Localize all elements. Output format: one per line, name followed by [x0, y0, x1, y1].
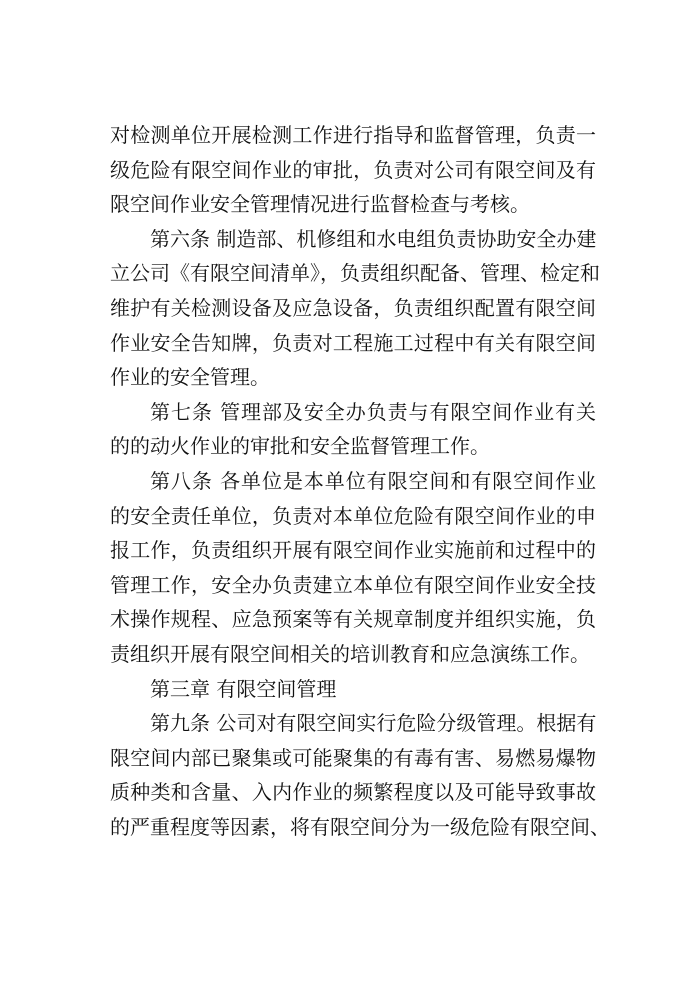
text-line: 立公司《有限空间清单》，负责组织配备、管理、检定和 [110, 261, 600, 286]
text-line: 质种类和含量、入内作业的频繁程度以及可能导致事故 [110, 780, 596, 805]
text-line: 管理工作，安全办负责建立本单位有限空间作业安全技 [110, 572, 596, 597]
paragraph-article-7 [110, 395, 596, 464]
paragraph-article-6 [110, 222, 600, 395]
text-line: 术操作规程、应急预案等有关规章制度并组织实施，负 [110, 607, 596, 632]
text-line: 作业的安全管理。 [110, 365, 270, 390]
text-line: 对检测单位开展检测工作进行指导和监督管理，负责一 [110, 123, 596, 147]
document-body [110, 118, 610, 844]
text-line: 责组织开展有限空间相关的培训教育和应急演练工作。 [110, 641, 590, 666]
text-line: 第六条 制造部、机修组和水电组负责协助安全办建 [150, 226, 597, 251]
text-line: 第七条 管理部及安全办负责与有限空间作业有关 [150, 399, 596, 424]
text-line: 限空间作业安全管理情况进行监督检查与考核。 [110, 192, 530, 217]
text-line: 限空间内部已聚集或可能聚集的有毒有害、易燃易爆物 [110, 745, 596, 770]
text-line: 的安全责任单位，负责对本单位危险有限空间作业的申 [110, 503, 596, 528]
text-line: 维护有关检测设备及应急设备，负责组织配置有限空间 [110, 295, 596, 320]
text-line: 的的动火作业的审批和安全监督管理工作。 [110, 434, 490, 459]
chapter-title: 第三章 有限空间管理 [150, 676, 337, 701]
chapter-heading [110, 672, 596, 707]
paragraph-article-8 [110, 464, 596, 672]
text-line: 作业安全告知牌，负责对工程施工过程中有关有限空间 [110, 330, 596, 355]
text-line: 报工作，负责组织开展有限空间作业实施前和过程中的 [110, 538, 596, 563]
text-line: 的严重程度等因素，将有限空间分为一级危险有限空间、 [110, 814, 610, 839]
text-line: 第九条 公司对有限空间实行危险分级管理。根据有 [150, 711, 597, 736]
text-line: 级危险有限空间作业的审批，负责对公司有限空间及有 [110, 157, 596, 182]
text-line: 第八条 各单位是本单位有限空间和有限空间作业 [150, 468, 596, 493]
paragraph-article-9 [110, 706, 610, 844]
paragraph-continuation [110, 118, 596, 222]
